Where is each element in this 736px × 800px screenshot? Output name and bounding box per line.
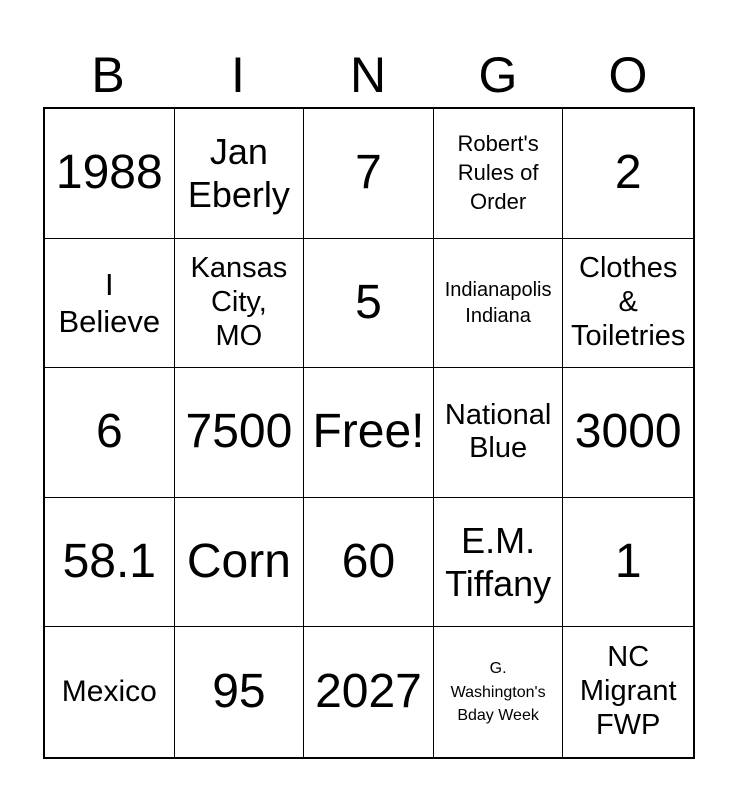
bingo-cell-g1: Robert's Rules of Order (434, 109, 564, 239)
bingo-cell-g3: National Blue (434, 368, 564, 498)
header-letter-i: I (231, 47, 245, 103)
header-letter-n: N (349, 47, 387, 103)
bingo-cell-o1: 2 (563, 109, 693, 239)
bingo-cell-b4: 58.1 (45, 498, 175, 628)
bingo-cell-g5: G. Washington's Bday Week (434, 627, 564, 757)
bingo-cell-g2: Indianapolis Indiana (434, 239, 564, 369)
bingo-cell-b1: 1988 (45, 109, 175, 239)
bingo-cell-free: Free! (304, 368, 434, 498)
header-letter-o: O (608, 47, 648, 103)
bingo-cell-b2: I Believe (45, 239, 175, 369)
bingo-header (43, 42, 693, 108)
bingo-cell-n5: 2027 (304, 627, 434, 757)
bingo-cell-i4: Corn (175, 498, 305, 628)
bingo-cell-b3: 6 (45, 368, 175, 498)
bingo-card-grid (43, 107, 695, 759)
bingo-cell-b5: Mexico (45, 627, 175, 757)
bingo-cell-n2: 5 (304, 239, 434, 369)
bingo-cell-o5: NC Migrant FWP (579, 641, 677, 742)
bingo-cell-i2: Kansas City, MO (175, 239, 305, 369)
header-letter-b: B (91, 47, 125, 103)
bingo-cell-o3: 3000 (563, 368, 693, 498)
bingo-cell-o4: 1 (563, 498, 693, 628)
bingo-cell-n1: 7 (304, 109, 434, 239)
bingo-cell-o2: Clothes & Toiletries (563, 239, 693, 369)
bingo-cell-i1: Jan Eberly (175, 109, 305, 239)
bingo-cell-i3: 7500 (175, 368, 305, 498)
header-letter-g: G (478, 47, 518, 103)
bingo-cell-n4: 60 (304, 498, 434, 628)
bingo-cell-g4: E.M. Tiffany (434, 498, 564, 628)
bingo-cell-i5: 95 (175, 627, 305, 757)
